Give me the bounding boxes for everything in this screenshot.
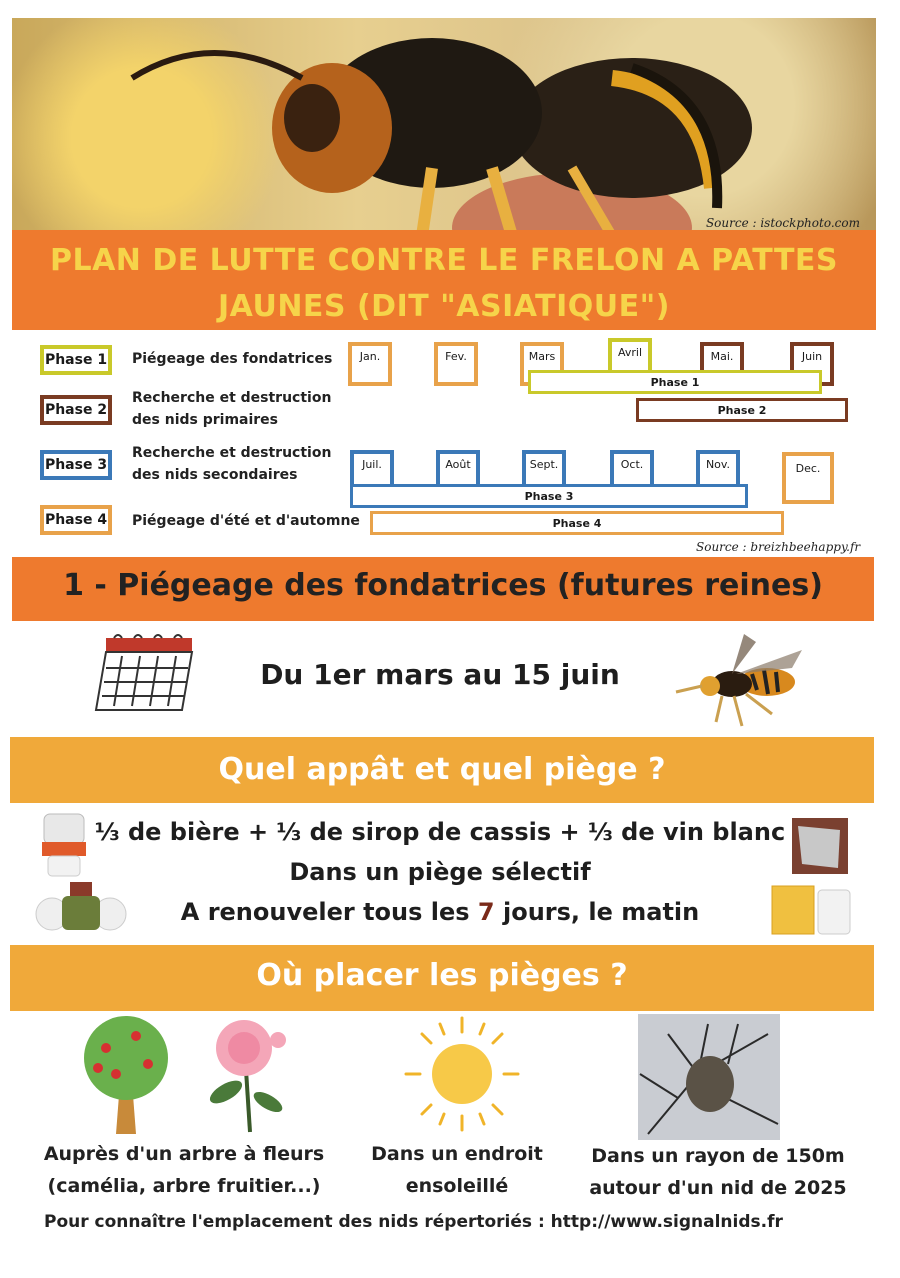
placement-heading: Où placer les pièges ? bbox=[256, 958, 628, 993]
photo-source: Source : istockphoto.com bbox=[705, 216, 860, 230]
phase-2-desc-line2: des nids primaires bbox=[132, 412, 279, 428]
placement-sunny-spot bbox=[352, 1138, 562, 1202]
calendar-source: Source : breizhbeehappy.fr bbox=[696, 540, 861, 554]
renewal-days: 7 bbox=[477, 898, 495, 926]
placement-2-line2: ensoleillé bbox=[405, 1175, 509, 1197]
month-sep: Sept. bbox=[522, 450, 566, 494]
bait-heading: Quel appât et quel piège ? bbox=[218, 752, 666, 787]
title-line-1: PLAN DE LUTTE CONTRE LE FRELON A PATTES bbox=[49, 243, 839, 278]
trap-bottle-icon bbox=[36, 812, 92, 884]
bait-recipe: ⅓ de bière + ⅓ de sirop de cassis + ⅓ de vin blanc bbox=[94, 818, 786, 846]
phase-3-desc bbox=[132, 442, 331, 486]
phase-2-desc-line1: Recherche et destruction bbox=[132, 390, 332, 406]
phase-2-desc bbox=[132, 387, 331, 431]
phase-1-badge: Phase 1 bbox=[40, 345, 112, 375]
month-aug: Août bbox=[436, 450, 480, 494]
phase-2-badge: Phase 2 bbox=[40, 395, 112, 425]
renewal-suffix: jours, le matin bbox=[494, 898, 700, 926]
trap-box-icon bbox=[790, 816, 850, 880]
dates-text: Du 1er mars au 15 juin bbox=[260, 658, 620, 691]
renewal-text bbox=[90, 892, 790, 932]
section-1-heading: 1 - Piégeage des fondatrices (futures reines) bbox=[63, 568, 823, 603]
nest-photo bbox=[638, 1014, 780, 1140]
phase-3-desc-line2: des nids secondaires bbox=[132, 467, 298, 483]
month-jun: Juin bbox=[790, 342, 834, 386]
phase-3-badge: Phase 3 bbox=[40, 450, 112, 480]
placement-1-line2: (camélia, arbre fruitier...) bbox=[47, 1175, 321, 1197]
hornet-icon bbox=[672, 630, 822, 734]
placement-nest-radius bbox=[578, 1140, 858, 1204]
placement-3-line1: Dans un rayon de 150m bbox=[591, 1145, 845, 1167]
phase-3-bar: Phase 3 bbox=[350, 484, 748, 508]
placement-1-line1: Auprès d'un arbre à fleurs bbox=[43, 1143, 325, 1165]
phase-1-bar: Phase 1 bbox=[528, 370, 822, 394]
sun-icon bbox=[400, 1012, 524, 1140]
camellia-icon bbox=[196, 1010, 290, 1138]
hornet-hero-photo bbox=[12, 18, 876, 236]
month-mar: Mars bbox=[520, 342, 564, 386]
renewal-prefix: A renouveler tous les bbox=[180, 898, 478, 926]
trap-type: Dans un piège sélectif bbox=[289, 858, 591, 886]
placement-3-line2: autour d'un nid de 2025 bbox=[589, 1177, 847, 1199]
month-jul: Juil. bbox=[350, 450, 394, 494]
footer-nest-link[interactable]: Pour connaître l'emplacement des nids répertoriés : http://www.signalnids.fr bbox=[44, 1212, 783, 1232]
calendar-icon bbox=[92, 632, 202, 720]
month-may: Mai. bbox=[700, 342, 744, 386]
phase-3-desc-line1: Recherche et destruction bbox=[132, 445, 332, 461]
placement-2-line1: Dans un endroit bbox=[371, 1143, 543, 1165]
month-oct: Oct. bbox=[610, 450, 654, 494]
page-title bbox=[12, 238, 876, 330]
title-line-2: JAUNES (DIT "ASIATIQUE") bbox=[218, 289, 670, 324]
phase-4-bar: Phase 4 bbox=[370, 511, 784, 535]
placement-flowering-tree bbox=[34, 1138, 334, 1202]
month-nov: Nov. bbox=[696, 450, 740, 494]
phase-4-desc: Piégeage d'été et d'automne bbox=[132, 513, 360, 529]
fruit-tree-icon bbox=[76, 1012, 176, 1140]
hornet-illustration bbox=[12, 18, 876, 236]
month-apr: Avril bbox=[608, 338, 652, 382]
phase-1-desc: Piégeage des fondatrices bbox=[132, 351, 333, 367]
phase-2-bar: Phase 2 bbox=[636, 398, 848, 422]
month-feb: Fev. bbox=[434, 342, 478, 386]
month-jan: Jan. bbox=[348, 342, 392, 386]
phase-4-badge: Phase 4 bbox=[40, 505, 112, 535]
month-dec: Dec. bbox=[782, 452, 834, 504]
